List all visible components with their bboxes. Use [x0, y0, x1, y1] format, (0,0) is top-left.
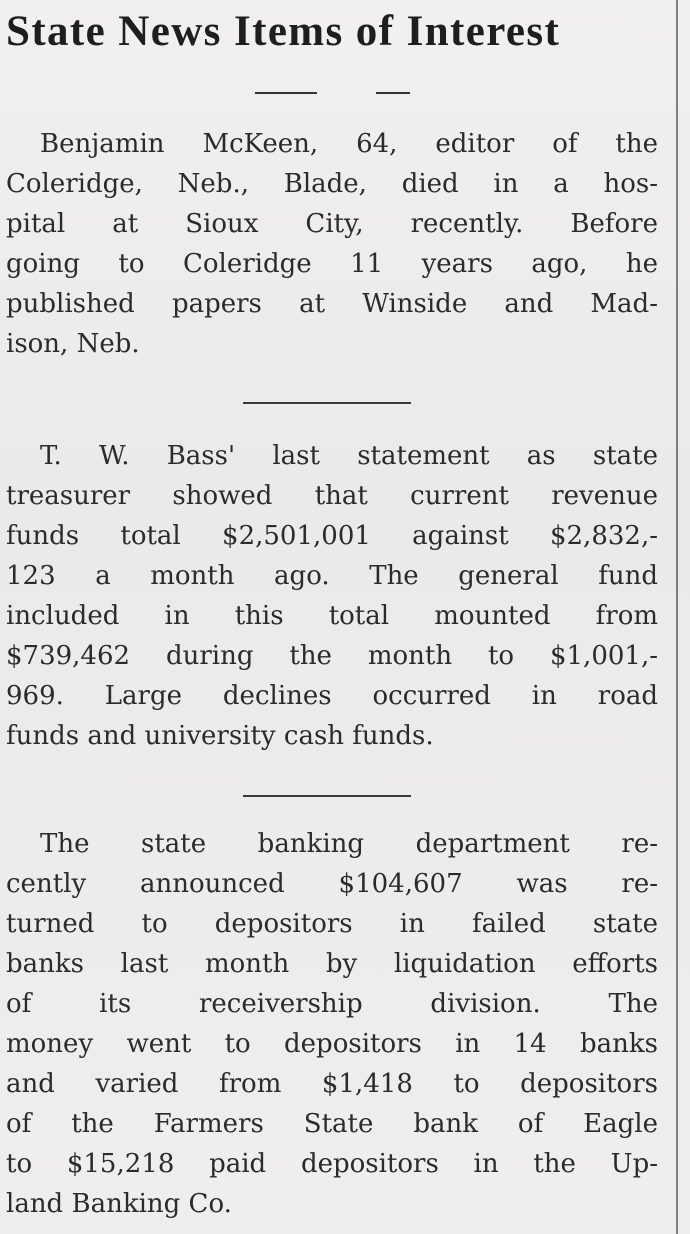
article-line: Benjamin McKeen, 64, editor of the — [40, 129, 658, 159]
article-line: funds total $2,501,001 against $2,832,- — [6, 521, 658, 551]
headline-dash-right — [376, 92, 410, 94]
article-line: T. W. Bass' last statement as state — [40, 441, 658, 471]
article-line: and varied from $1,418 to depositors — [6, 1069, 658, 1099]
column-rule — [676, 0, 678, 1234]
article-line: funds and university cash funds. — [6, 721, 434, 751]
article-line: going to Coleridge 11 years ago, he — [6, 249, 658, 279]
article-mckeen — [6, 124, 658, 364]
article-line: cently announced $104,607 was re- — [6, 869, 658, 899]
article-line: treasurer showed that current revenue — [6, 481, 658, 511]
headline: State News Items of Interest — [6, 8, 561, 55]
article-line: banks last month by liquidation efforts — [6, 949, 658, 979]
article-line: published papers at Winside and Mad- — [6, 289, 658, 319]
headline-dash-left — [255, 92, 317, 94]
article-line: to $15,218 paid depositors in the Up- — [6, 1149, 658, 1179]
article-line: Coleridge, Neb., Blade, died in a hos- — [6, 169, 658, 199]
article-line: turned to depositors in failed state — [6, 909, 658, 939]
article-bass — [6, 436, 658, 756]
article-line: The state banking department re- — [40, 829, 658, 859]
article-line: money went to depositors in 14 banks — [6, 1029, 658, 1059]
article-divider — [243, 402, 411, 404]
article-banking — [6, 824, 658, 1224]
article-line: ison, Neb. — [6, 329, 140, 359]
article-line: pital at Sioux City, recently. Before — [6, 209, 658, 239]
article-line: land Banking Co. — [6, 1189, 232, 1219]
article-line: 969. Large declines occurred in road — [6, 681, 658, 711]
article-line: of its receivership division. The — [6, 989, 658, 1019]
article-divider — [243, 795, 411, 797]
article-line: of the Farmers State bank of Eagle — [6, 1109, 658, 1139]
article-line: $739,462 during the month to $1,001,- — [6, 641, 658, 671]
article-line: included in this total mounted from — [6, 601, 658, 631]
article-line: 123 a month ago. The general fund — [6, 561, 658, 591]
